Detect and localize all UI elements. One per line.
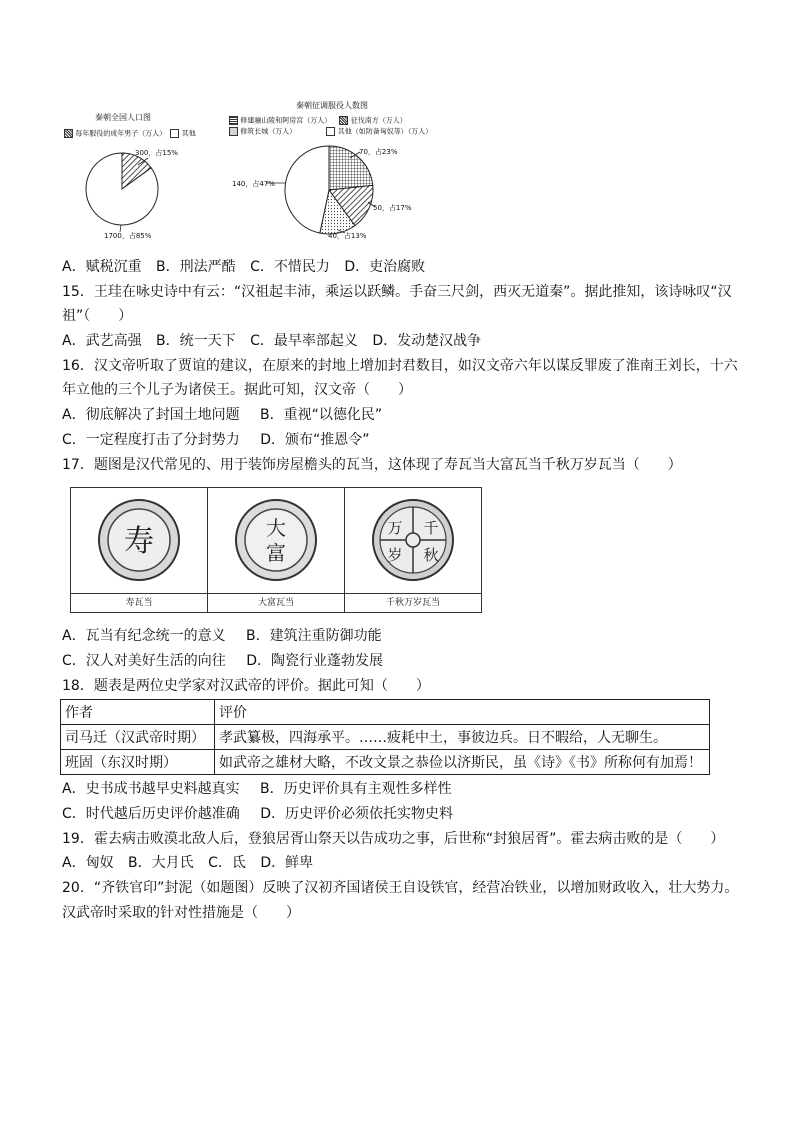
q18-stem: 18．题表是两位史学家对汉武帝的评价。据此可知（ ） <box>62 678 430 694</box>
q14-option-b[interactable]: B．刑法严酷 <box>156 259 236 275</box>
table-cell-evaluation: 孝武纂极，四海承平。……疲耗中土，事彼边兵。日不暇给，人无聊生。 <box>215 725 710 750</box>
tile3-glyph-1: 千 <box>423 519 439 537</box>
table-header-evaluation: 评价 <box>215 700 710 725</box>
q15-stem-1: 15．王珪在咏史诗中有云：“汉祖起丰沛，乘运以跃鳞。手奋三尺剑，西灭无道秦”。据此推知，该诗咏叹“汉 <box>62 284 732 300</box>
q17-option-a[interactable]: A．瓦当有纪念统一的意义 <box>62 628 226 644</box>
table-cell-evaluation: 如武帝之雄材大略，不改文景之恭俭以济斯民，虽《诗》《书》所称何有加焉！ <box>215 750 710 775</box>
chart2-label-4: 140，占47% <box>232 180 275 188</box>
chart1-label-2: 1700，占85% <box>104 232 152 240</box>
chart2-legend-3: 修筑长城（万人） <box>240 127 297 136</box>
wadang-tile-qiuqiu <box>345 488 481 612</box>
table-cell-author: 司马迁（汉武帝时期） <box>61 725 215 750</box>
hatch2-swatch-icon <box>339 116 348 125</box>
chart2-legend-2: 征伐南方（万人） <box>350 116 407 125</box>
tile3-label: 千秋万岁瓦当 <box>345 593 481 612</box>
q18-options-row2 <box>62 804 463 824</box>
chart2-legend-1: 修建骊山陵和阿房宫（万人） <box>240 116 332 125</box>
q20-stem-1: 20．“齐铁官印”封泥（如题图）反映了汉初齐国诸侯王自设铁官，经营冶铁业，以增加财政收入，壮大势力。 <box>62 880 739 896</box>
tile2-label: 大富瓦当 <box>208 593 344 612</box>
chart2-legend-4: 其他（如防备匈奴等）（万人） <box>337 127 433 136</box>
q19-options <box>62 853 323 873</box>
q16-option-c[interactable]: C．一定程度打击了分封势力 <box>62 432 240 448</box>
grid-swatch-icon <box>229 116 238 125</box>
table-header-row <box>61 700 710 725</box>
q14-option-c[interactable]: C．不惜民力 <box>250 259 330 275</box>
q14-option-a[interactable]: A．赋税沉重 <box>62 259 142 275</box>
q15-stem-2: 祖”（ ） <box>62 308 133 324</box>
dot-swatch-icon <box>229 127 238 136</box>
q19-option-a[interactable]: A．匈奴 <box>62 855 114 871</box>
chart2-legend-row2 <box>229 127 432 137</box>
pie2-slice-other <box>285 146 329 233</box>
q15-option-a[interactable]: A．武艺高强 <box>62 333 142 349</box>
chart1-legend-1: 每年服役的成年男子（万人） <box>75 129 167 138</box>
q17-option-c[interactable]: C．汉人对美好生活的向往 <box>62 653 226 669</box>
table-row <box>61 725 710 750</box>
q18-options-row1 <box>62 779 462 799</box>
q17-option-b[interactable]: B．建筑注重防御功能 <box>246 628 382 644</box>
chart1-title: 秦朝全国人口图 <box>95 113 151 122</box>
q17-stem: 17．题图是汉代常见的、用于装饰房屋檐头的瓦当，这体现了寿瓦当大富瓦当千秋万岁瓦当（ ） <box>62 457 682 473</box>
chart1-legend-2: 其他 <box>181 129 196 138</box>
shou-wadang-icon <box>71 488 207 592</box>
tile3-glyph-4: 岁 <box>387 546 403 564</box>
tile2-glyph-top: 大 <box>266 516 286 540</box>
chart2-title: 秦朝征调服役人数图 <box>296 101 368 110</box>
q16-stem-2: 年立他的三个儿子为诸侯王。据此可知，汉文帝（ ） <box>62 382 412 398</box>
q15-option-d[interactable]: D．发动楚汉战争 <box>372 333 482 349</box>
q19-option-d[interactable]: D．鲜卑 <box>260 855 314 871</box>
chart2-legend-row1 <box>229 116 407 126</box>
q14-options <box>62 257 435 277</box>
wadang-tile-dafu <box>208 488 345 612</box>
wadang-figure <box>70 487 482 613</box>
q16-options-row2 <box>62 430 380 450</box>
wadang-tile-shou <box>71 488 208 612</box>
q18-option-b[interactable]: B．历史评价具有主观性多样性 <box>260 781 452 797</box>
q16-options-row1 <box>62 405 392 425</box>
q18-table <box>60 699 710 775</box>
q15-option-b[interactable]: B．统一天下 <box>156 333 236 349</box>
q18-option-c[interactable]: C．时代越后历史评价越准确 <box>62 806 240 822</box>
q16-option-b[interactable]: B．重视“以德化民” <box>260 407 383 423</box>
pie1-leader-2 <box>120 225 121 232</box>
q16-option-a[interactable]: A．彻底解决了封国土地问题 <box>62 407 240 423</box>
q15-options <box>62 331 491 351</box>
blank2-swatch-icon <box>326 127 335 136</box>
qianqiu-wadang-icon <box>345 488 481 592</box>
q15-option-c[interactable]: C．最早率部起义 <box>250 333 358 349</box>
chart1-label-1: 300，占15% <box>135 149 178 157</box>
dafu-wadang-icon <box>208 488 344 592</box>
tile3-glyph-2: 秋 <box>423 546 439 564</box>
q17-options-row1 <box>62 626 392 646</box>
q17-option-d[interactable]: D．陶瓷行业蓬勃发展 <box>246 653 384 669</box>
q17-options-row2 <box>62 651 393 671</box>
table-header-author: 作者 <box>61 700 215 725</box>
tile3-glyph-3: 万 <box>387 519 403 537</box>
q19-stem: 19．霍去病击败漠北敌人后，登狼居胥山祭天以告成功之事，后世称“封狼居胥”。霍去病击败的是（ ） <box>62 831 725 847</box>
table-cell-author: 班固（东汉时期） <box>61 750 215 775</box>
chart2-label-2: 50，占17% <box>373 204 412 212</box>
chart2-label-1: 70，占23% <box>359 148 398 156</box>
tile1-glyph: 寿 <box>124 524 154 559</box>
tile2-glyph-bottom: 富 <box>266 541 286 565</box>
table-row <box>61 750 710 775</box>
tile1-label: 寿瓦当 <box>71 593 207 612</box>
q16-option-d[interactable]: D．颁布“推恩令” <box>260 432 370 448</box>
q20-stem-2: 汉武帝时采取的针对性措施是（ ） <box>62 905 300 921</box>
q16-stem-1: 16．汉文帝听取了贾谊的建议，在原来的封地上增加封君数目，如汉文帝六年以谋反罪废了淮南王刘长，十六 <box>62 358 738 374</box>
q18-option-d[interactable]: D．历史评价必须依托实物史料 <box>260 806 454 822</box>
chart2-label-3: 40，占13% <box>328 232 367 240</box>
q18-option-a[interactable]: A．史书成书越早史料越真实 <box>62 781 240 797</box>
q14-option-d[interactable]: D．吏治腐败 <box>344 259 426 275</box>
q19-option-c[interactable]: C．氐 <box>208 855 246 871</box>
q19-option-b[interactable]: B．大月氏 <box>128 855 194 871</box>
